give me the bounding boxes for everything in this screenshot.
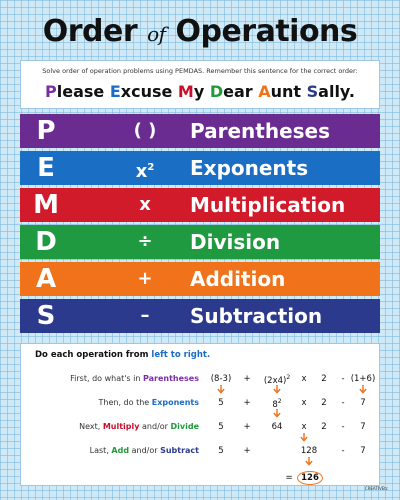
- expr-exponent: 2: [286, 374, 291, 381]
- expr-term: (8-3): [210, 374, 232, 384]
- step-text: First, do what's in: [70, 374, 143, 383]
- pemdas-letter: E: [37, 153, 55, 183]
- left-to-right-note: [35, 350, 210, 360]
- mnemonic-initial-s: S: [306, 82, 319, 101]
- step-keyword: Divide: [170, 422, 199, 431]
- down-arrow-icon: [359, 385, 368, 394]
- page-title: [0, 14, 400, 49]
- step-text: and/or: [139, 422, 171, 431]
- mnemonic-word: unt: [270, 82, 307, 101]
- instruction-text: Solve order of operation problems using PEMDAS. Remember this sentence for the correct order:: [42, 67, 358, 75]
- row-addition: [20, 262, 380, 296]
- pemdas-letter: S: [36, 301, 56, 331]
- publisher-logo: CREATIVEtc: [364, 486, 388, 491]
- mnemonic-initial-e: E: [109, 82, 121, 101]
- mnemonic-word: lease: [56, 82, 110, 101]
- pemdas-word: Subtraction: [190, 304, 323, 328]
- pemdas-symbol: –: [140, 305, 150, 326]
- expr-operator: x: [301, 422, 307, 432]
- pemdas-letter: D: [35, 227, 57, 257]
- step-keyword: Exponents: [151, 398, 199, 407]
- title-of: of: [147, 22, 166, 46]
- step-text: Last,: [89, 446, 112, 455]
- expr-term: 2: [321, 422, 327, 432]
- down-arrow-icon: [273, 385, 282, 394]
- pemdas-word: Parentheses: [190, 119, 331, 143]
- expr-term: (1+6): [350, 374, 376, 384]
- down-arrow-icon: [273, 409, 282, 418]
- mnemonic-initial-p: P: [45, 82, 57, 101]
- pemdas-symbol-base: x: [135, 161, 148, 182]
- down-arrow-icon: [305, 457, 314, 466]
- expr-operator: x: [301, 398, 307, 408]
- final-answer: 126: [301, 473, 319, 483]
- pemdas-symbol-exponent: 2: [147, 162, 155, 173]
- pemdas-symbol: +: [137, 268, 153, 289]
- pemdas-symbol: ( ): [133, 120, 157, 141]
- step-text: Next,: [79, 422, 103, 431]
- title-operations: Operations: [165, 14, 358, 49]
- expr-operator: +: [243, 398, 251, 408]
- pemdas-word: Division: [190, 230, 281, 254]
- left-to-right-text: Do each operation from: [35, 350, 152, 360]
- expr-exponent: 2: [277, 398, 282, 405]
- mnemonic-sentence: [21, 82, 379, 101]
- expr-operator: +: [243, 374, 251, 384]
- expr-operator: x: [301, 374, 307, 384]
- step-keyword: Multiply: [102, 422, 140, 431]
- down-arrow-icon: [217, 385, 226, 394]
- pemdas-letter: P: [36, 116, 56, 146]
- expr-operator: -: [341, 398, 345, 408]
- pemdas-word: Addition: [190, 267, 286, 291]
- expr-operator: +: [243, 422, 251, 432]
- expr-base: 8: [272, 399, 278, 410]
- mnemonic-initial-d: D: [209, 82, 224, 101]
- step-keyword: Add: [111, 446, 130, 455]
- pemdas-word: Multiplication: [190, 193, 346, 217]
- expr-operator: -: [341, 422, 345, 432]
- expr-term: 5: [218, 422, 224, 432]
- expr-term: 7: [360, 422, 366, 432]
- expr-term: 7: [360, 446, 366, 456]
- mnemonic-initial-a: A: [258, 82, 271, 101]
- expr-term: 128: [300, 446, 318, 456]
- worked-example-box: [20, 343, 380, 486]
- equals-sign: =: [285, 473, 293, 483]
- pemdas-symbol: [115, 151, 175, 189]
- mnemonic-initial-m: M: [177, 82, 194, 101]
- pemdas-symbol: ÷: [137, 231, 153, 252]
- mnemonic-word: xcuse: [120, 82, 178, 101]
- expr-term: 5: [218, 398, 224, 408]
- row-division: [20, 225, 380, 259]
- expr-term: 5: [218, 446, 224, 456]
- expr-operator: -: [341, 374, 345, 384]
- expr-operator: -: [341, 446, 345, 456]
- step-text: and/or: [129, 446, 161, 455]
- step-exponents: [21, 398, 199, 407]
- step-keyword: Subtract: [160, 446, 199, 455]
- row-exponents: [20, 151, 380, 185]
- expr-term: 64: [271, 422, 283, 432]
- title-order: Order: [42, 14, 148, 49]
- row-multiplication: [20, 188, 380, 222]
- expr-term: 7: [360, 398, 366, 408]
- pemdas-symbol: x: [139, 194, 151, 215]
- pemdas-letter: A: [35, 264, 57, 294]
- expr-operator: +: [243, 446, 251, 456]
- step-multiply-divide: [21, 422, 199, 431]
- mnemonic-word: ear: [223, 82, 259, 101]
- pemdas-letter: M: [33, 190, 59, 220]
- mnemonic-word: y: [193, 82, 210, 101]
- left-to-right-emphasis: left to right.: [151, 350, 211, 360]
- mnemonic-word: ally.: [318, 82, 355, 101]
- down-arrow-icon: [300, 433, 309, 442]
- step-parentheses: [21, 374, 199, 383]
- expr-term: 2: [321, 374, 327, 384]
- pemdas-word: Exponents: [190, 156, 309, 180]
- mnemonic-box: [20, 60, 380, 109]
- step-keyword: Parentheses: [142, 374, 199, 383]
- row-subtraction: [20, 299, 380, 333]
- expr-term: 2: [321, 398, 327, 408]
- expr-base: (2x4): [263, 375, 287, 386]
- step-add-subtract: [21, 446, 199, 455]
- row-parentheses: [20, 114, 380, 148]
- step-text: Then, do the: [98, 398, 152, 407]
